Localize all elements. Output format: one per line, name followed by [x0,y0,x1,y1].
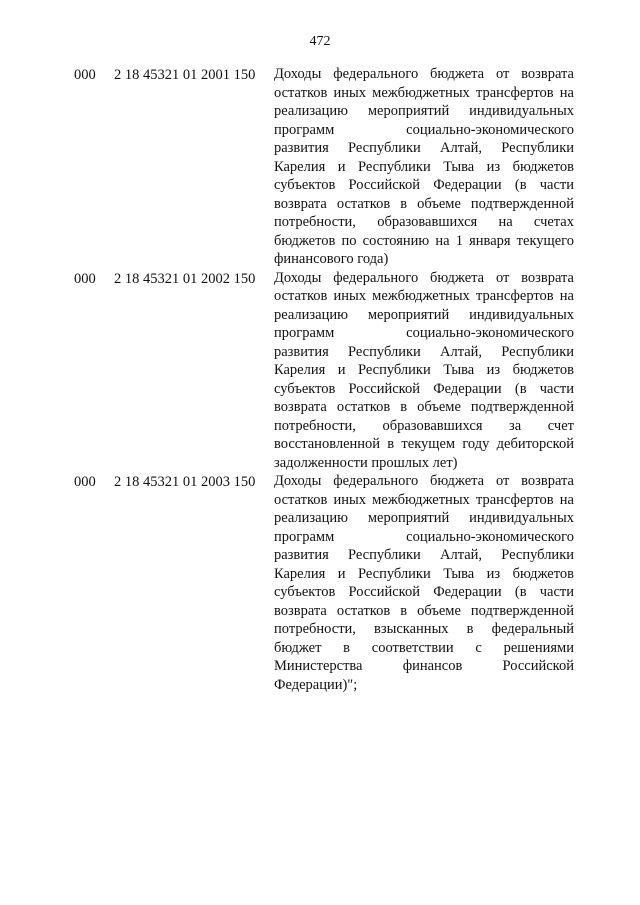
row-description [274,472,574,694]
description-line: финансового года) [274,251,389,267]
description-line: субъектов Российской Федерации (в части [274,584,574,600]
description-line: задолженности прошлых лет) [274,454,458,471]
description-line: Доходы федерального бюджета от возврата [274,66,574,82]
description-line: Доходы федерального бюджета от возврата [274,473,574,489]
page-number: 472 [309,34,331,49]
table-row [74,472,574,694]
description-line: реализацию мероприятий индивидуальных [274,510,574,526]
description-line: программ социально-экономического [274,121,574,138]
description-line: потребности, образовавшихся за счет [274,417,574,434]
description-line: восстановленной в текущем году дебиторской [274,436,574,452]
description-line: бюджет в соответствии с решениями [274,639,574,656]
description-line: Карелия и Республики Тыва из бюджетов [274,362,574,378]
description-line: субъектов Российской Федерации (в части [274,177,574,193]
table-row [74,65,574,269]
admin-code: 000 [74,270,96,287]
row-description [274,269,574,473]
description-line: потребности, образовавшихся на счетах [274,214,574,230]
description-line: бюджетов по состоянию на 1 января текущего [274,232,574,249]
description-line: возврата остатков в объеме подтвержденной [274,399,574,415]
table-row [74,269,574,473]
description-line: возврата остатков в объеме подтвержденной [274,195,574,212]
kbk-code: 2 18 45321 01 2001 150 [114,67,256,83]
description-line: остатков иных межбюджетных трансфертов на [274,491,574,508]
description-line: Карелия и Республики Тыва из бюджетов [274,158,574,175]
description-line: программ социально-экономического [274,325,574,341]
budget-codes-table [74,65,574,694]
description-line: остатков иных межбюджетных трансфертов на [274,84,574,101]
description-line: остатков иных межбюджетных трансфертов на [274,288,574,304]
description-line: развития Республики Алтай, Республики [274,547,574,563]
description-line: реализацию мероприятий индивидуальных [274,103,574,119]
description-line: программ социально-экономического [274,528,574,545]
description-line: Доходы федерального бюджета от возврата [274,269,574,286]
description-line: субъектов Российской Федерации (в части [274,380,574,397]
description-line: развития Республики Алтай, Республики [274,343,574,360]
description-line: Министерства финансов Российской [274,658,574,674]
description-line: Федерации)"; [274,676,358,693]
admin-code: 000 [74,67,96,83]
admin-code: 000 [74,474,96,490]
description-line: потребности, взысканных в федеральный [274,621,574,637]
row-description [274,65,574,269]
description-line: возврата остатков в объеме подтвержденной [274,602,574,619]
description-line: реализацию мероприятий индивидуальных [274,306,574,323]
description-line: развития Республики Алтай, Республики [274,140,574,156]
kbk-code: 2 18 45321 01 2002 150 [114,270,256,287]
description-line: Карелия и Республики Тыва из бюджетов [274,565,574,582]
kbk-code: 2 18 45321 01 2003 150 [114,474,256,490]
